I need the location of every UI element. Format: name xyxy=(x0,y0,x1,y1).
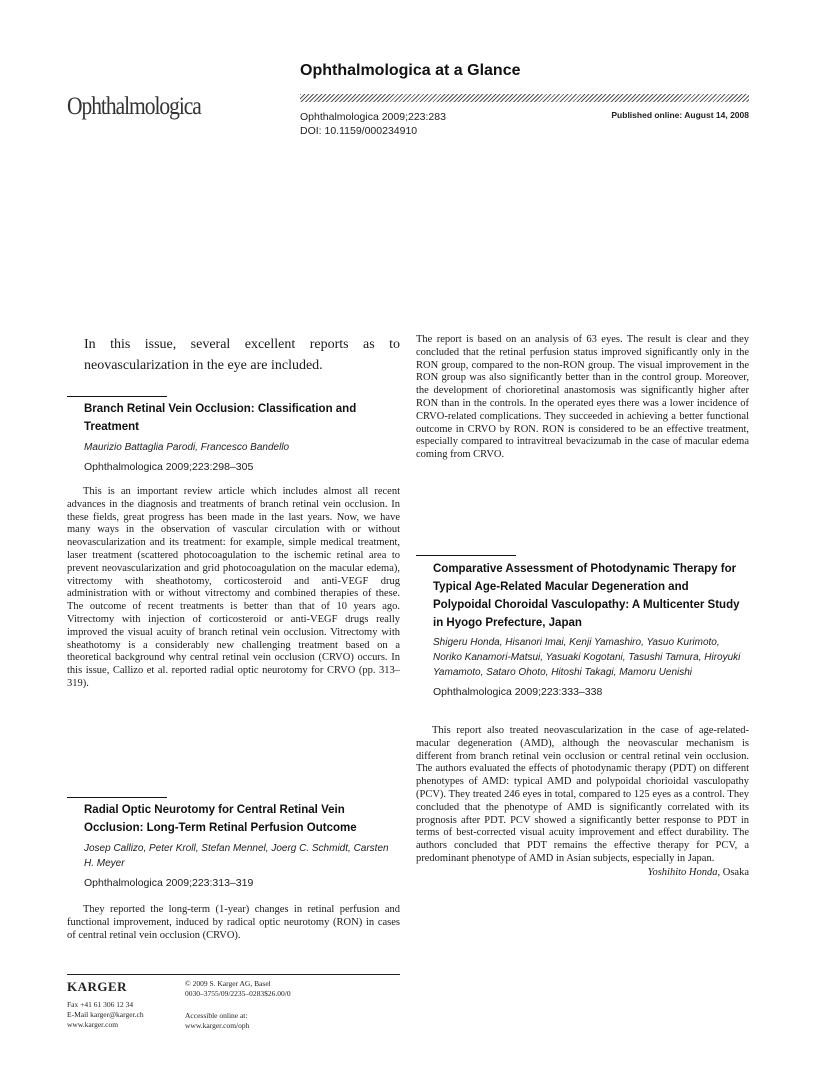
online-access-block xyxy=(185,1011,249,1031)
copyright-block xyxy=(185,979,291,999)
article3-rule xyxy=(416,555,516,556)
issn-text: 0030–3755/09/2235–0283$26.00/0 xyxy=(185,989,291,998)
article3-title[interactable]: Comparative Assessment of Photodynamic Therapy for Typical Age-Related Macular Degeneration and Polypoidal Choroidal Vasculopathy: A Multicenter Study in Hyogo Prefecture, Japan xyxy=(433,563,740,629)
published-date: Published online: August 14, 2008 xyxy=(611,110,749,120)
footer-rule xyxy=(67,974,400,975)
article3-body-text: This report also treated neovascularization in the case of age-related-macular degeneration (AMD), although the neovascular mechanism is different from branch retinal vein occlusion or central retinal vein occlusion. The authors evaluated the effects of photodynamic therapy (PDT) on different phenotypes of AMD: typical AMD and polypoidal chorioidal vasculopathy (PCV). They treated 246 eyes in total, compared to 125 eyes as a control. They concluded that the phenotype of AMD is significantly correlated with its prognosis after PDT. PCV showed a significantly better response to PDT in terms of best-corrected visual acuity improvement and effect durability. The authors concluded that PDT remains the effective therapy for PCV, a predominant phenotype of AMD in Asian subjects, especially in Japan. xyxy=(416,725,749,864)
article2-body-right-text: The report is based on an analysis of 63 eyes. The result is clear and they concluded that the retinal perfusion status improved significantly only in the RON group, compared to the non-RON group. The visual improvement in the RON group was also significantly better than in the control group. Moreover, the development of chorioretinal anastomosis was significantly higher after RON than in the controls. In the operated eyes there was a lower incidence of CRVO-related complications. They succeeded in achieving a better functional outcome in CRVO by RON. RON is considered to be an effective treatment, especially compared to intravitreal bevacizumab in the case of macular edema coming from CRVO. xyxy=(416,334,749,461)
article1-body-text: This is an important review article which includes almost all recent advances in the diagnosis and treatments of branch retinal vein occlusion. In these fields, great progress has been made in the last years. Now, we have many ways in the observation of vascular circulation with or without neovascularization and its treatment: for example, simple medical treatment, laser treatment (scattered photocoagulation to the ischemic retinal area to prevent neovascularization and grid photocoagulation on the macular edema), vitrectomy with sheathotomy, corticosteroid and anti-VEGF drug administration with or without vitrectomy and combined therapies of these. The outcome of recent treatments is better than that of 10 years ago. Vitrectomy with injection of corticosteroid or anti-VEGF drugs really improved the visual acuity of branch retinal vein occlusion. Vitrectomy with sheathotomy is a considerably new challenging treatment based on a theoretical background why central retinal vein occlusion (CRVO) occurs. In this issue, Callizo et al. reported radial optic neurotomy for CRVO (pp. 313–319). xyxy=(67,486,400,689)
signature xyxy=(416,866,749,879)
article2-header xyxy=(84,801,400,891)
page-title: Ophthalmologica at a Glance xyxy=(300,62,521,79)
article1-citation: Ophthalmologica 2009;223:298–305 xyxy=(84,461,254,473)
article1-body xyxy=(67,486,400,691)
intro-paragraph: In this issue, several excellent reports as to neovascularization in the eye are included. xyxy=(84,337,400,373)
header-hatch-rule xyxy=(300,94,749,102)
publisher-email[interactable]: E-Mail karger@karger.ch xyxy=(67,1010,144,1019)
online-label: Accessible online at: xyxy=(185,1011,248,1020)
doi-link[interactable]: DOI: 10.1159/000234910 xyxy=(300,125,418,137)
article2-citation: Ophthalmologica 2009;223:313–319 xyxy=(84,877,254,889)
copyright-text: © 2009 S. Karger AG, Basel xyxy=(185,979,271,988)
article3-header xyxy=(433,560,749,700)
publisher-website[interactable]: www.karger.com xyxy=(67,1020,119,1029)
article2-body-left xyxy=(67,904,400,942)
online-url-link[interactable]: www.karger.com/oph xyxy=(185,1021,250,1030)
signature-name: Yoshihito Honda xyxy=(647,866,718,878)
publisher-fax: Fax +41 61 306 12 34 xyxy=(67,1000,134,1009)
article2-body-right xyxy=(416,334,749,462)
article2-title[interactable]: Radial Optic Neurotomy for Central Retinal Vein Occlusion: Long-Term Retinal Perfusion Outcome xyxy=(84,804,357,834)
header-citation-block xyxy=(300,110,446,138)
journal-logo: Ophthalmologica xyxy=(67,93,201,120)
article1-rule xyxy=(67,396,167,397)
article2-authors: Josep Callizo, Peter Kroll, Stefan Mennel, Joerg C. Schmidt, Carsten H. Meyer xyxy=(84,843,389,869)
signature-place: , Osaka xyxy=(717,866,749,878)
publisher-logo: KARGER xyxy=(67,979,128,994)
article1-header xyxy=(84,400,400,475)
article1-authors: Maurizio Battaglia Parodi, Francesco Bandello xyxy=(84,442,290,453)
journal-citation: Ophthalmologica 2009;223:283 xyxy=(300,111,446,123)
article1-title[interactable]: Branch Retinal Vein Occlusion: Classification and Treatment xyxy=(84,403,357,433)
publisher-contact xyxy=(67,1000,144,1030)
article3-body xyxy=(416,725,749,879)
article2-rule xyxy=(67,797,167,798)
article3-authors: Shigeru Honda, Hisanori Imai, Kenji Yamashiro, Yasuo Kurimoto, Noriko Kanamori-Matsui, Yasuaki Kogotani, Tasushi Tamura, Hiroyuki Yamamoto, Sataro Ohoto, Hitoshi Takagi, Mamoru Uenishi xyxy=(433,637,741,678)
article2-body-left-text: They reported the long-term (1-year) changes in retinal perfusion and functional improvement, induced by radical optic neurotomy (RON) in cases of central retinal vein occlusion (CRVO). xyxy=(67,904,400,941)
article3-citation: Ophthalmologica 2009;223:333–338 xyxy=(433,686,603,698)
